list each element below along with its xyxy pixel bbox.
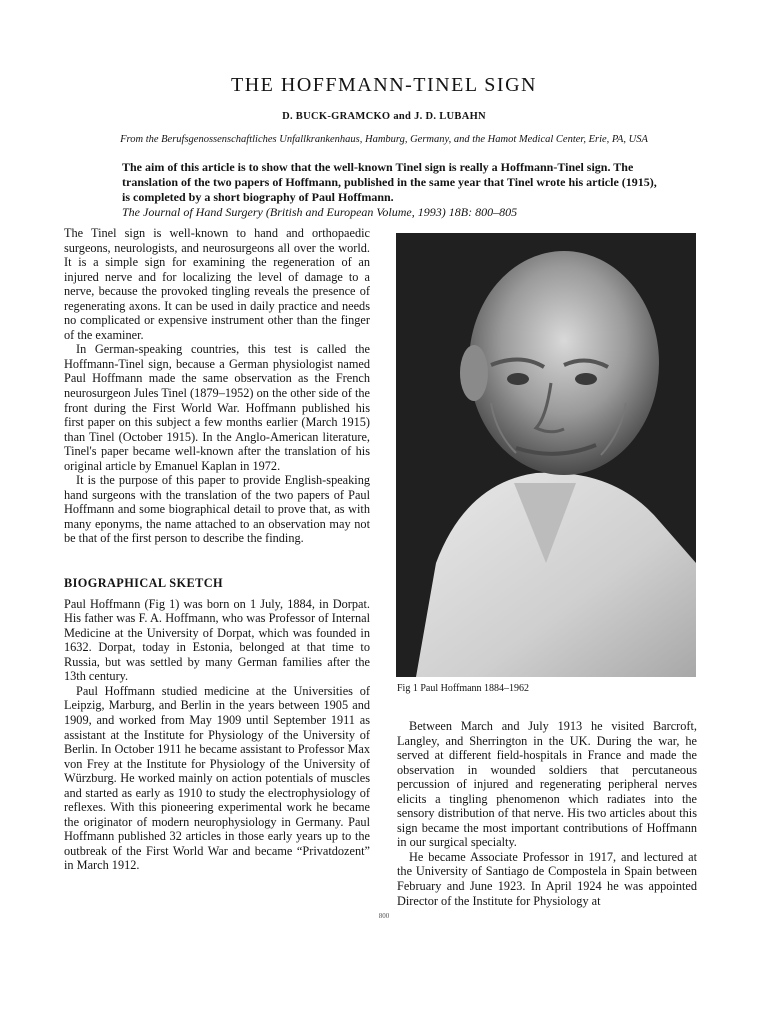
- portrait-illustration: [396, 233, 696, 677]
- abstract-text: The aim of this article is to show that the well-known Tinel sign is really a Hoffmann-Tinel sign. The translation of the two papers of Hoffmann, published in the same year that Tinel wrote his article (1915), is completed by a short biography of Paul Hoffmann.: [122, 160, 657, 204]
- journal-citation: The Journal of Hand Surgery (British and European Volume, 1993) 18B: 800–805: [122, 205, 518, 219]
- body-paragraph: Paul Hoffmann studied medicine at the Universities of Leipzig, Marburg, and Berlin in the years between 1905 and 1909, and worked from May 1909 until September 1911 as assistant at the Institute for Physiology of the University of Berlin. In October 1911 he became assistant to Professor Max von Frey at the Institute for Physiology of the University of Würzburg. He worked mainly on action potentials of muscles and started as early as 1910 to study the electrophysiology of reflexes. With this pioneering experimental work he became the originator of modern neurophysiology in Germany. Paul Hoffmann published 32 articles in those early years up to the outbreak of the First World War and became “Privatdozent” in March 1912.: [64, 683, 370, 873]
- article-title: THE HOFFMANN-TINEL SIGN: [231, 74, 537, 96]
- body-paragraph: Between March and July 1913 he visited Barcroft, Langley, and Sherrington in the UK. During the war, he served at different field-hospitals in France and made the observation in wounded soldiers that percutaneous percussion of injured and regenerating peripheral nerves elicits a tingling phenomenon which radiates into the sensory distribution of that nerve. His two articles about this sign became the most important contributions of Hoffmann in our surgical specialty.: [397, 719, 697, 850]
- abstract: [122, 160, 662, 220]
- body-paragraph: In German-speaking countries, this test is called the Hoffmann-Tinel sign, because a German physiologist named Paul Hoffmann made the same observation as the French neurosurgeon Jules Tinel (1879–1952) on the other side of the front during the First World War. Hoffmann published his first paper on this subject a few months earlier (March 1915) than Tinel (October 1915). In the Anglo-American literature, Tinel's paper became well-known after the translation of his original article by Emanuel Kaplan in 1972.: [64, 342, 370, 473]
- body-paragraph: Paul Hoffmann (Fig 1) was born on 1 July, 1884, in Dorpat. His father was F. A. Hoffmann, who was Professor of Internal Medicine at the University of Dorpat, which was founded in 1632. Dorpat, today in Estonia, belonged at that time to Russia, but was settled by many German families after the 13th century.: [64, 596, 370, 684]
- section-heading: BIOGRAPHICAL SKETCH: [64, 576, 223, 591]
- body-paragraph: It is the purpose of this paper to provide English-speaking hand surgeons with the translation of the two papers of Paul Hoffmann and some biographical detail to prove that, as with many eponyms, the name attached to an observation may not be that of the first person to describe the finding.: [64, 473, 370, 546]
- left-column: [64, 226, 370, 873]
- author-affiliation: From the Berufsgenossenschaftliches Unfallkrankenhaus, Hamburg, Germany, and the Hamot Medical Center, Erie, PA, USA: [120, 134, 648, 145]
- article-authors: D. BUCK-GRAMCKO and J. D. LUBAHN: [282, 111, 486, 122]
- right-column: [397, 719, 697, 908]
- body-paragraph: He became Associate Professor in 1917, and lectured at the University of Santiago de Compostela in Spain between February and June 1923. In April 1924 he was appointed Director of the Institute for Physiology at: [397, 849, 697, 908]
- page-number: 800: [378, 912, 390, 920]
- portrait-photo: [396, 233, 696, 677]
- figure-caption: Fig 1 Paul Hoffmann 1884–1962: [397, 683, 530, 694]
- body-paragraph: The Tinel sign is well-known to hand and orthopaedic surgeons, neurologists, and neurosurgeons all over the world. It is a simple sign for examining the regeneration of an injured nerve and for localizing the level of damage to a nerve, because the provoked tingling reveals the presence of regenerating axons. It can be used in daily practice and needs no complicated or expensive instrument other than the finger of the examiner.: [64, 226, 370, 342]
